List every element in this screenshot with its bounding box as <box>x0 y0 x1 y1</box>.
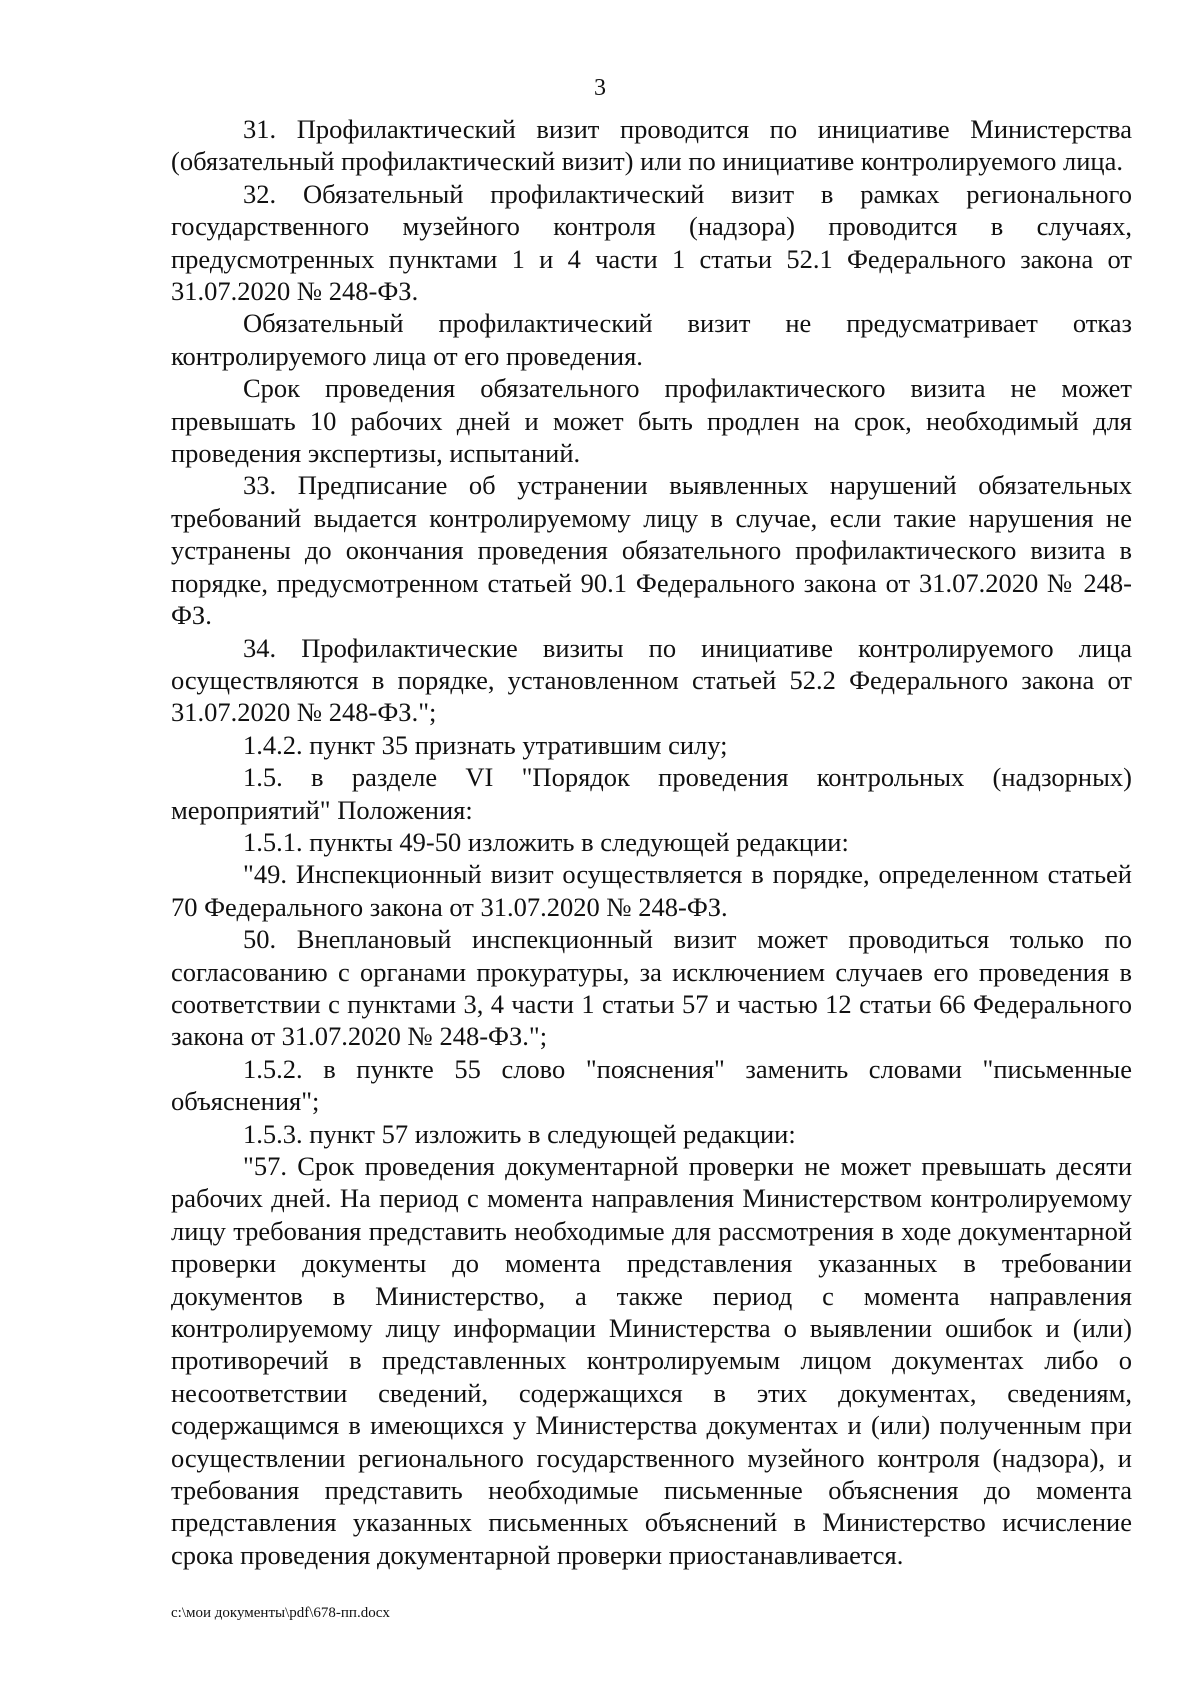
paragraph-1-4-2: 1.4.2. пункт 35 признать утратившим силу; <box>243 729 728 760</box>
paragraph-1-5-1: 1.5.1. пункты 49-50 изложить в следующей редакции: <box>243 826 849 857</box>
document-body <box>171 113 1132 1571</box>
paragraph-mandatory-visit-refusal: Обязательный профилактический визит не предусматривает отказ контролируемого лица от его проведения. <box>171 308 1132 371</box>
file-path-footer: c:\мои документы\pdf\678-пп.docx <box>171 1605 390 1621</box>
paragraph-32: 32. Обязательный профилактический визит в рамках регионального государственного музейного контроля (надзора) проводится в случаях, предусмотренных пунктами 1 и 4 части 1 статьи 52.1 Федерального закона от 31.07.2020 № 248-ФЗ. <box>171 178 1132 307</box>
paragraph-1-5-3: 1.5.3. пункт 57 изложить в следующей редакции: <box>243 1118 796 1149</box>
paragraph-1-5-2: 1.5.2. в пункте 55 слово "пояснения" заменить словами "письменные объяснения"; <box>171 1053 1132 1117</box>
paragraph-34: 34. Профилактические визиты по инициативе контролируемого лица осуществляются в порядке, установленном статьей 52.2 Федерального закона от 31.07.2020 № 248-ФЗ."; <box>171 632 1132 728</box>
paragraph-33: 33. Предписание об устранении выявленных нарушений обязательных требований выдается контролируемому лицу в случае, если такие нарушения не устранены до окончания проведения обязательного профилактического визита в порядке, предусмотренном статьей 90.1 Федерального закона от 31.07.2020 № 248-ФЗ. <box>171 470 1132 631</box>
paragraph-50: 50. Внеплановый инспекционный визит может проводиться только по согласованию с органами прокуратуры, за исключением случаев его проведения в соответствии с пунктами 3, 4 части 1 статьи 57 и частью 12 статьи 66 Федерального закона от 31.07.2020 № 248-ФЗ."; <box>171 924 1132 1052</box>
paragraph-49: "49. Инспекционный визит осуществляется в порядке, определенном статьей 70 Федерального закона от 31.07.2020 № 248-ФЗ. <box>171 859 1132 922</box>
paragraph-visit-duration: Срок проведения обязательного профилактического визита не может превышать 10 рабочих дней и может быть продлен на срок, необходимый для проведения экспертизы, испытаний. <box>171 373 1132 469</box>
paragraph-31: 31. Профилактический визит проводится по инициативе Министерства (обязательный профилактический визит) или по инициативе контролируемого лица. <box>171 114 1132 177</box>
paragraph-1-5: 1.5. в разделе VI "Порядок проведения контрольных (надзорных) мероприятий" Положения: <box>171 762 1132 825</box>
page-number: 3 <box>594 75 606 101</box>
paragraph-57: "57. Срок проведения документарной проверки не может превышать десяти рабочих дней. На период с момента направления Министерством контролируемому лицу требования представить необходимые для рассмотрения в ходе документарной проверки документы до момента представления указанных в требовании документов в Министерство, а также период с момента направления контролируемому лицу информации Министерства о выявлении ошибок и (или) противоречий в представленных контролируемым лицом документах либо о несоответствии сведений, содержащихся в этих документах, сведениям, содержащимся в имеющихся у Министерства документах и (или) полученным при осуществлении регионального государственного музейного контроля (надзора), и требования представить необходимые письменные объяснения до момента представления указанных письменных объяснений в Министерство исчисление срока проведения документарной проверки приостанавливается. <box>171 1151 1132 1570</box>
